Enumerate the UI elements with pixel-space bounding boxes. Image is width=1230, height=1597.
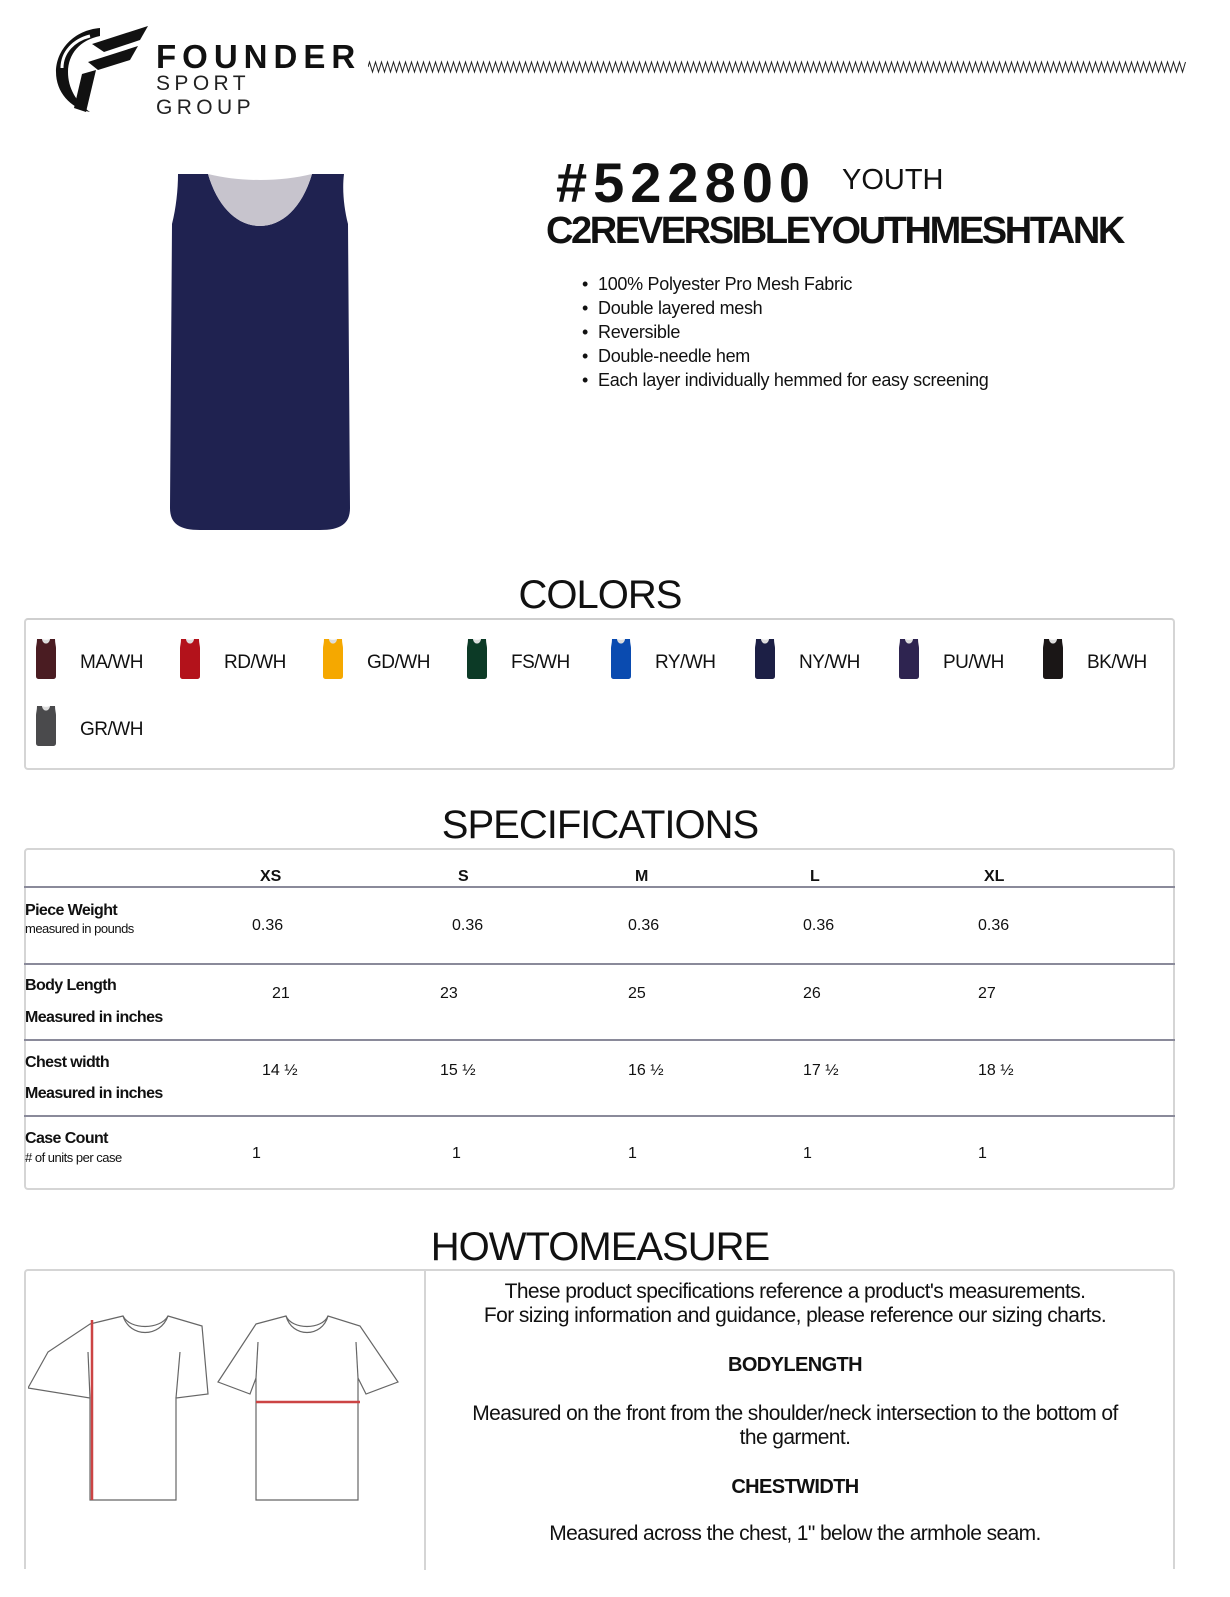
color-code-label: PU/WH bbox=[943, 652, 1004, 673]
row-title-body-length: Body Length bbox=[25, 977, 117, 994]
chest-width-title: CHESTWIDTH bbox=[731, 1476, 859, 1498]
color-code-label: MA/WH bbox=[80, 652, 143, 673]
tank-swatch-icon bbox=[465, 638, 489, 680]
color-swatch bbox=[311, 638, 451, 684]
size-header-s: S bbox=[458, 868, 469, 885]
body-length-title: BODYLENGTH bbox=[727, 1354, 862, 1376]
color-code-label: NY/WH bbox=[799, 652, 860, 673]
table-divider bbox=[24, 886, 1175, 888]
row-title-chest-width: Chest width bbox=[25, 1054, 110, 1071]
panel-divider bbox=[424, 1270, 426, 1570]
product-sku: #522800 bbox=[556, 151, 817, 214]
table-divider bbox=[24, 963, 1175, 965]
founder-logo-mark-icon bbox=[52, 22, 152, 114]
row-title-piece-weight: Piece Weight bbox=[25, 902, 118, 919]
product-audience-tag: YOUTH bbox=[842, 164, 944, 196]
color-swatch bbox=[887, 638, 1027, 684]
table-cell: 26 bbox=[803, 985, 821, 1002]
tank-swatch-icon bbox=[178, 638, 202, 680]
table-cell: 25 bbox=[628, 985, 646, 1002]
feature-list bbox=[582, 272, 989, 392]
color-swatch bbox=[455, 638, 595, 684]
feature-item: • Each layer individually hemmed for easy screening bbox=[582, 368, 989, 392]
table-cell: 1 bbox=[252, 1145, 261, 1162]
brand-name: FOUNDER bbox=[156, 38, 362, 75]
table-cell: 0.36 bbox=[803, 917, 835, 934]
color-code-label: GR/WH bbox=[80, 719, 143, 740]
color-swatch bbox=[1031, 638, 1171, 684]
table-divider bbox=[24, 1039, 1175, 1041]
table-cell: 15 ½ bbox=[440, 1062, 476, 1079]
tank-swatch-icon bbox=[34, 638, 58, 680]
color-code-label: RY/WH bbox=[655, 652, 716, 673]
tank-body bbox=[170, 174, 350, 530]
color-swatch bbox=[168, 638, 308, 684]
table-cell: 18 ½ bbox=[978, 1062, 1014, 1079]
table-cell: 0.36 bbox=[452, 917, 484, 934]
row-subtitle: # of units per case bbox=[25, 1150, 122, 1165]
body-length-text-1: Measured on the front from the shoulder/neck intersection to the bottom of bbox=[472, 1402, 1118, 1425]
size-header-m: M bbox=[635, 868, 649, 885]
tank-swatch-icon bbox=[1041, 638, 1065, 680]
table-cell: 17 ½ bbox=[803, 1062, 839, 1079]
feature-item: • Reversible bbox=[582, 320, 989, 344]
tank-swatch-icon bbox=[753, 638, 777, 680]
color-swatch bbox=[24, 638, 164, 684]
color-code-label: BK/WH bbox=[1087, 652, 1147, 673]
tank-swatch-icon bbox=[321, 638, 345, 680]
table-cell: 0.36 bbox=[252, 917, 284, 934]
table-cell: 0.36 bbox=[978, 917, 1010, 934]
tank-swatch-icon bbox=[609, 638, 633, 680]
feature-item: • 100% Polyester Pro Mesh Fabric bbox=[582, 272, 989, 296]
body-length-text-2: the garment. bbox=[739, 1426, 851, 1449]
chest-width-text: Measured across the chest, 1" below the armhole seam. bbox=[549, 1522, 1041, 1545]
size-header-xl: XL bbox=[984, 868, 1005, 885]
measurement-diagram bbox=[28, 1312, 418, 1512]
size-header-l: L bbox=[810, 868, 820, 885]
row-subtitle: Measured in inches bbox=[25, 1085, 163, 1102]
product-name: C2REVERSIBLEYOUTHMESHTANK bbox=[546, 210, 1123, 252]
specifications-heading: SPECIFICATIONS bbox=[441, 803, 759, 847]
size-header-xs: XS bbox=[260, 868, 282, 885]
specifications-table bbox=[24, 848, 1175, 1190]
measure-intro-line-2: For sizing information and guidance, please reference our sizing charts. bbox=[483, 1304, 1107, 1327]
color-swatch bbox=[599, 638, 739, 684]
colors-heading: COLORS bbox=[518, 573, 682, 617]
founder-logo bbox=[52, 22, 362, 119]
row-subtitle: measured in pounds bbox=[25, 921, 134, 936]
sku-block bbox=[556, 150, 944, 215]
color-swatch bbox=[743, 638, 883, 684]
table-divider bbox=[24, 1115, 1175, 1117]
color-code-label: RD/WH bbox=[224, 652, 286, 673]
table-cell: 1 bbox=[452, 1145, 461, 1162]
decorative-zigzag-divider bbox=[368, 60, 1186, 74]
table-cell: 0.36 bbox=[628, 917, 660, 934]
table-cell: 21 bbox=[272, 985, 290, 1002]
table-cell: 16 ½ bbox=[628, 1062, 664, 1079]
table-cell: 23 bbox=[440, 985, 458, 1002]
feature-item: • Double layered mesh bbox=[582, 296, 989, 320]
table-cell: 27 bbox=[978, 985, 996, 1002]
shirt-outline-icon bbox=[28, 1316, 208, 1500]
how-to-measure-heading: HOWTOMEASURE bbox=[430, 1225, 770, 1269]
feature-item: • Double-needle hem bbox=[582, 344, 989, 368]
color-swatch bbox=[24, 705, 164, 751]
brand-subtitle: SPORT GROUP bbox=[156, 72, 256, 119]
color-code-label: FS/WH bbox=[511, 652, 570, 673]
product-tank-image bbox=[160, 168, 360, 536]
shirt-outline-icon bbox=[218, 1316, 398, 1500]
table-cell: 1 bbox=[803, 1145, 812, 1162]
color-code-label: GD/WH bbox=[367, 652, 430, 673]
tank-swatch-icon bbox=[897, 638, 921, 680]
table-cell: 14 ½ bbox=[262, 1062, 298, 1079]
table-cell: 1 bbox=[628, 1145, 637, 1162]
row-subtitle: Measured in inches bbox=[25, 1009, 163, 1026]
table-cell: 1 bbox=[978, 1145, 987, 1162]
measure-intro-line-1: These product specifications reference a product's measurements. bbox=[504, 1280, 1086, 1303]
tank-swatch-icon bbox=[34, 705, 58, 747]
row-title-case-count: Case Count bbox=[25, 1130, 108, 1147]
